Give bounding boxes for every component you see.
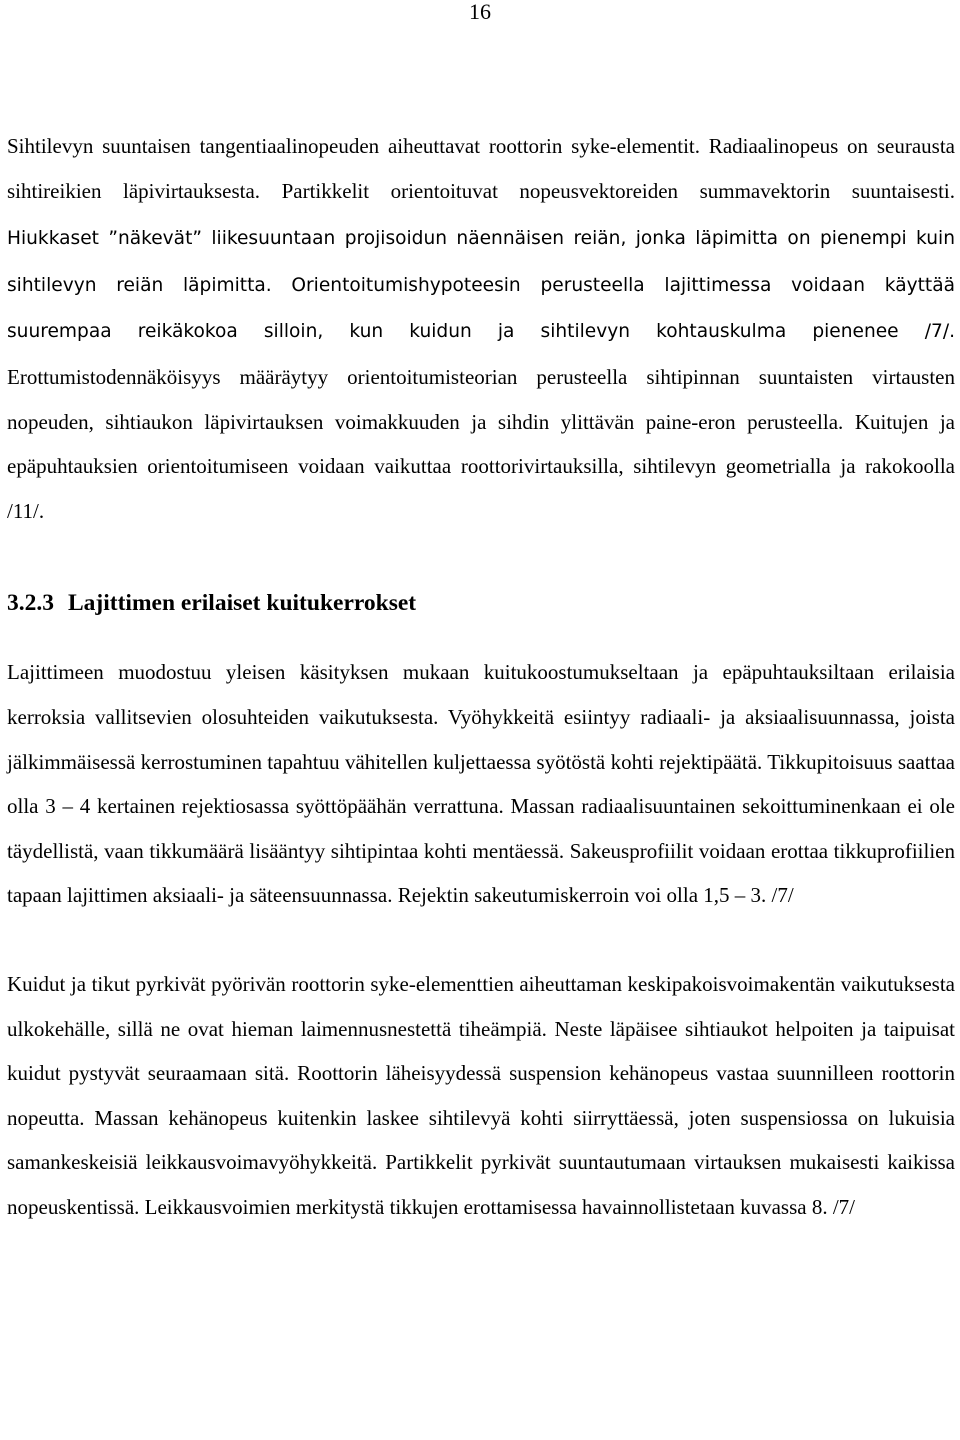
paragraph-fiber-layers: Lajittimeen muodostuu yleisen käsityksen mukaan kuitukoostumukseltaan ja epäpuhtauksiltaan erilaisia kerroksia vallitsevien olosuhteiden vaikutuksesta. Vyöhykkeitä esiintyy radiaali- ja aksiaalisuunnassa, joista jälkimmäisessä kerrostuminen tapahtuu vähitellen kuljettaessa syötöstä kohti rejektipäätä. Tikkupitoisuus saattaa olla 3 – 4 kertainen rejektiosassa syöttöpäähän verrattuna. Massan radiaalisuuntainen sekoittuminenkaan ei ole täydellistä, vaan tikkumäärä lisääntyy sihtipintaa kohti mentäessä. Sakeusprofiilit voidaan erottaa tikkuprofiilien tapaan lajittimen aksiaali- ja säteensuunnassa. Rejektin sakeutumiskerroin voi olla 1,5 – 3. /7/ — [7, 660, 955, 908]
paragraph-orientation-sentence-1: Sihtilevyn suuntaisen tangentiaalinopeuden aiheuttavat roottorin syke-elementit. Radiaalinopeus on seurausta sihtireikien läpivirtauksesta. Partikkelit orientoituvat nopeusvektoreiden summavektorin suuntaisesti. — [7, 134, 955, 203]
paragraph-orientation-sentence-3: Erottumistodennäköisyys määräytyy orientoitumisteorian perusteella sihtipinnan suuntaisten virtausten nopeuden, sihtiaukon läpivirtauksen voimakkuuden ja sihdin ylittävän paine-eron perusteella. Kuitujen ja epäpuhtauksien orientoitumiseen voidaan vaikuttaa roottorivirtauksilla, sihtilevyn geometrialla ja rakokoolla /11/. — [7, 364, 955, 523]
paragraph-centrifugal-force: Kuidut ja tikut pyrkivät pyörivän roottorin syke-elementtien aiheuttaman keskipakoisvoimakentän vaikutuksesta ulkokehälle, sillä ne ovat hieman laimennusnestettä tiheämpiä. Neste läpäisee sihtiaukot helpoiten ja taipuisat kuidut pystyvät seuraamaan sitä. Roottorin läheisyydessä suspension kehänopeus vastaa suunnilleen roottorin nopeutta. Massan kehänopeus kuitenkin laskee sihtilevyä kohti siirryttäessä, joten suspensiossa on lukuisia samankeskeisiä leikkausvoimavyöhykkeitä. Partikkelit pyrkivät suuntautumaan virtauksen mukaisesti kaikissa nopeuskentissä. Leikkausvoimien merkitystä tikkujen erottamisessa havainnollistetaan kuvassa 8. /7/ — [7, 971, 955, 1219]
page-number: 16 — [469, 0, 491, 24]
section-title: Lajittimen erilaiset kuitukerrokset — [68, 590, 417, 617]
section-heading — [7, 581, 955, 625]
paragraph-orientation-sentence-2: Hiukkaset ”näkevät” liikesuuntaan projisoidun näennäisen reiän, jonka läpimitta on pienempi kuin sihtilevyn reiän läpimitta. Orientoitumishypoteesin perusteella lajittimessa voidaan käyttää suurempaa reikäkokoa silloin, kun kuidun ja sihtilevyn kohtauskulma pienenee /7/. — [7, 228, 955, 343]
document-body — [7, 124, 955, 1229]
section-number: 3.2.3 — [7, 590, 54, 617]
paragraph-orientation — [7, 124, 955, 533]
